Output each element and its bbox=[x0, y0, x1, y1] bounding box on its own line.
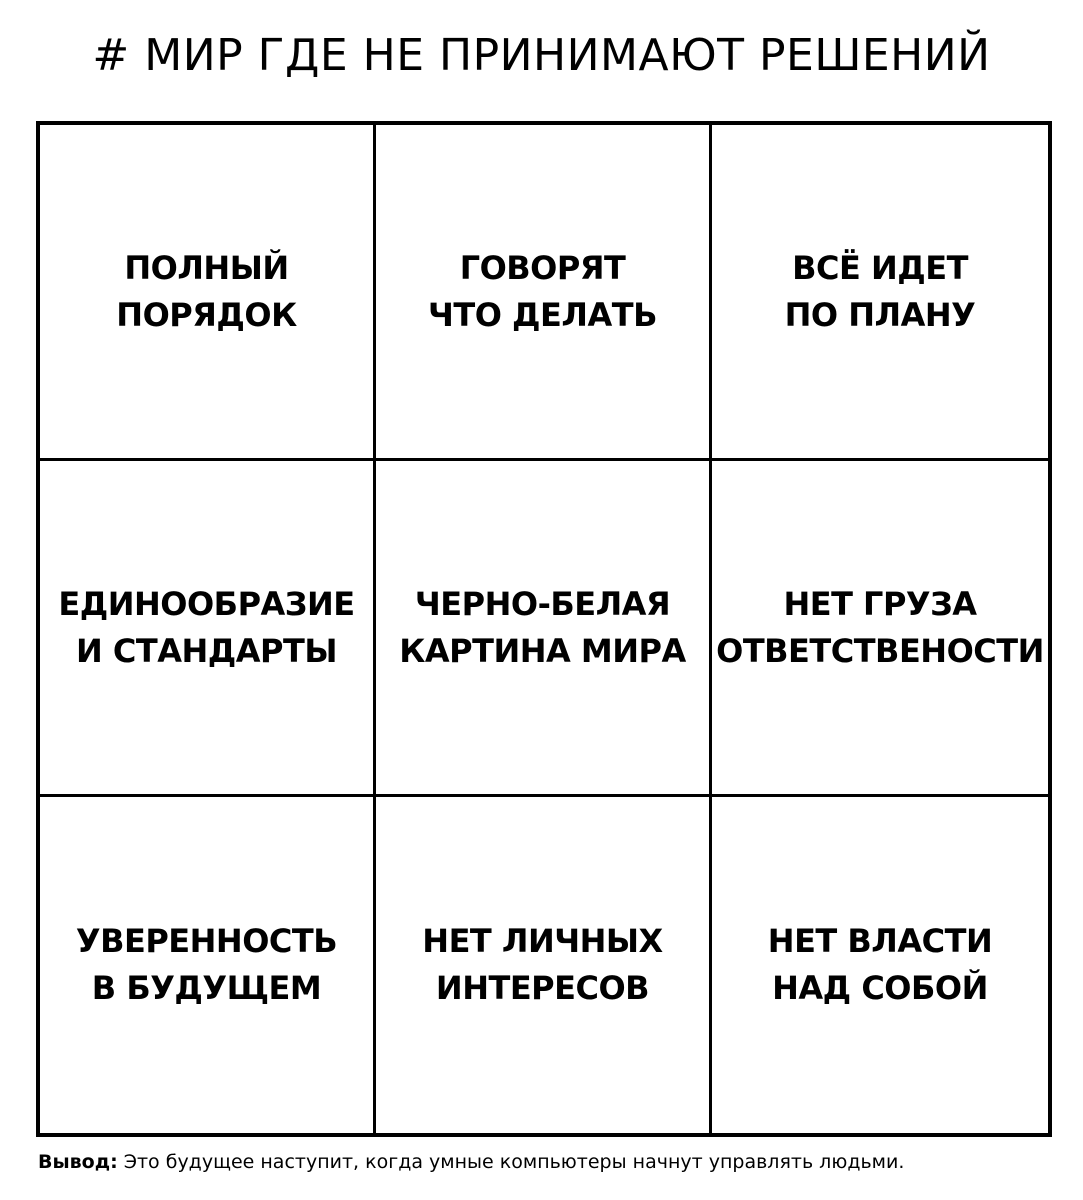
cell-text: НЕТ ЛИЧНЫХ ИНТЕРЕСОВ bbox=[422, 922, 663, 1007]
grid-cell bbox=[40, 125, 376, 461]
statement-grid bbox=[36, 121, 1052, 1137]
grid-cell bbox=[376, 461, 712, 797]
grid-cell bbox=[376, 125, 712, 461]
cell-text: ЕДИНООБРАЗИЕ И СТАНДАРТЫ bbox=[58, 584, 355, 670]
grid-cell bbox=[40, 797, 376, 1133]
cell-text: ПОЛНЫЙ ПОРЯДОК bbox=[116, 248, 297, 334]
cell-text: ЧЕРНО-БЕЛАЯ КАРТИНА МИРА bbox=[399, 584, 686, 670]
conclusion-label: Вывод: bbox=[38, 1151, 118, 1173]
cell-text: НЕТ ГРУЗА ОТВЕТСТВЕНОСТИ bbox=[716, 584, 1044, 670]
grid-cell bbox=[712, 797, 1048, 1133]
grid-cell bbox=[40, 461, 376, 797]
conclusion-text: Это будущее наступит, когда умные компьютеры начнут управлять людьми. bbox=[117, 1151, 905, 1173]
grid-cell bbox=[712, 125, 1048, 461]
cell-text: ВСЁ ИДЕТ ПО ПЛАНУ bbox=[784, 248, 976, 334]
grid-cell bbox=[712, 461, 1048, 797]
conclusion-footer bbox=[38, 1148, 1048, 1176]
grid-cell bbox=[376, 797, 712, 1133]
cell-text: УВЕРЕННОСТЬ В БУДУЩЕМ bbox=[75, 922, 338, 1007]
page-title: # МИР ГДЕ НЕ ПРИНИМАЮТ РЕШЕНИЙ bbox=[92, 30, 991, 81]
cell-text: ГОВОРЯТ ЧТО ДЕЛАТЬ bbox=[428, 248, 657, 334]
cell-text: НЕТ ВЛАСТИ НАД СОБОЙ bbox=[767, 922, 993, 1007]
